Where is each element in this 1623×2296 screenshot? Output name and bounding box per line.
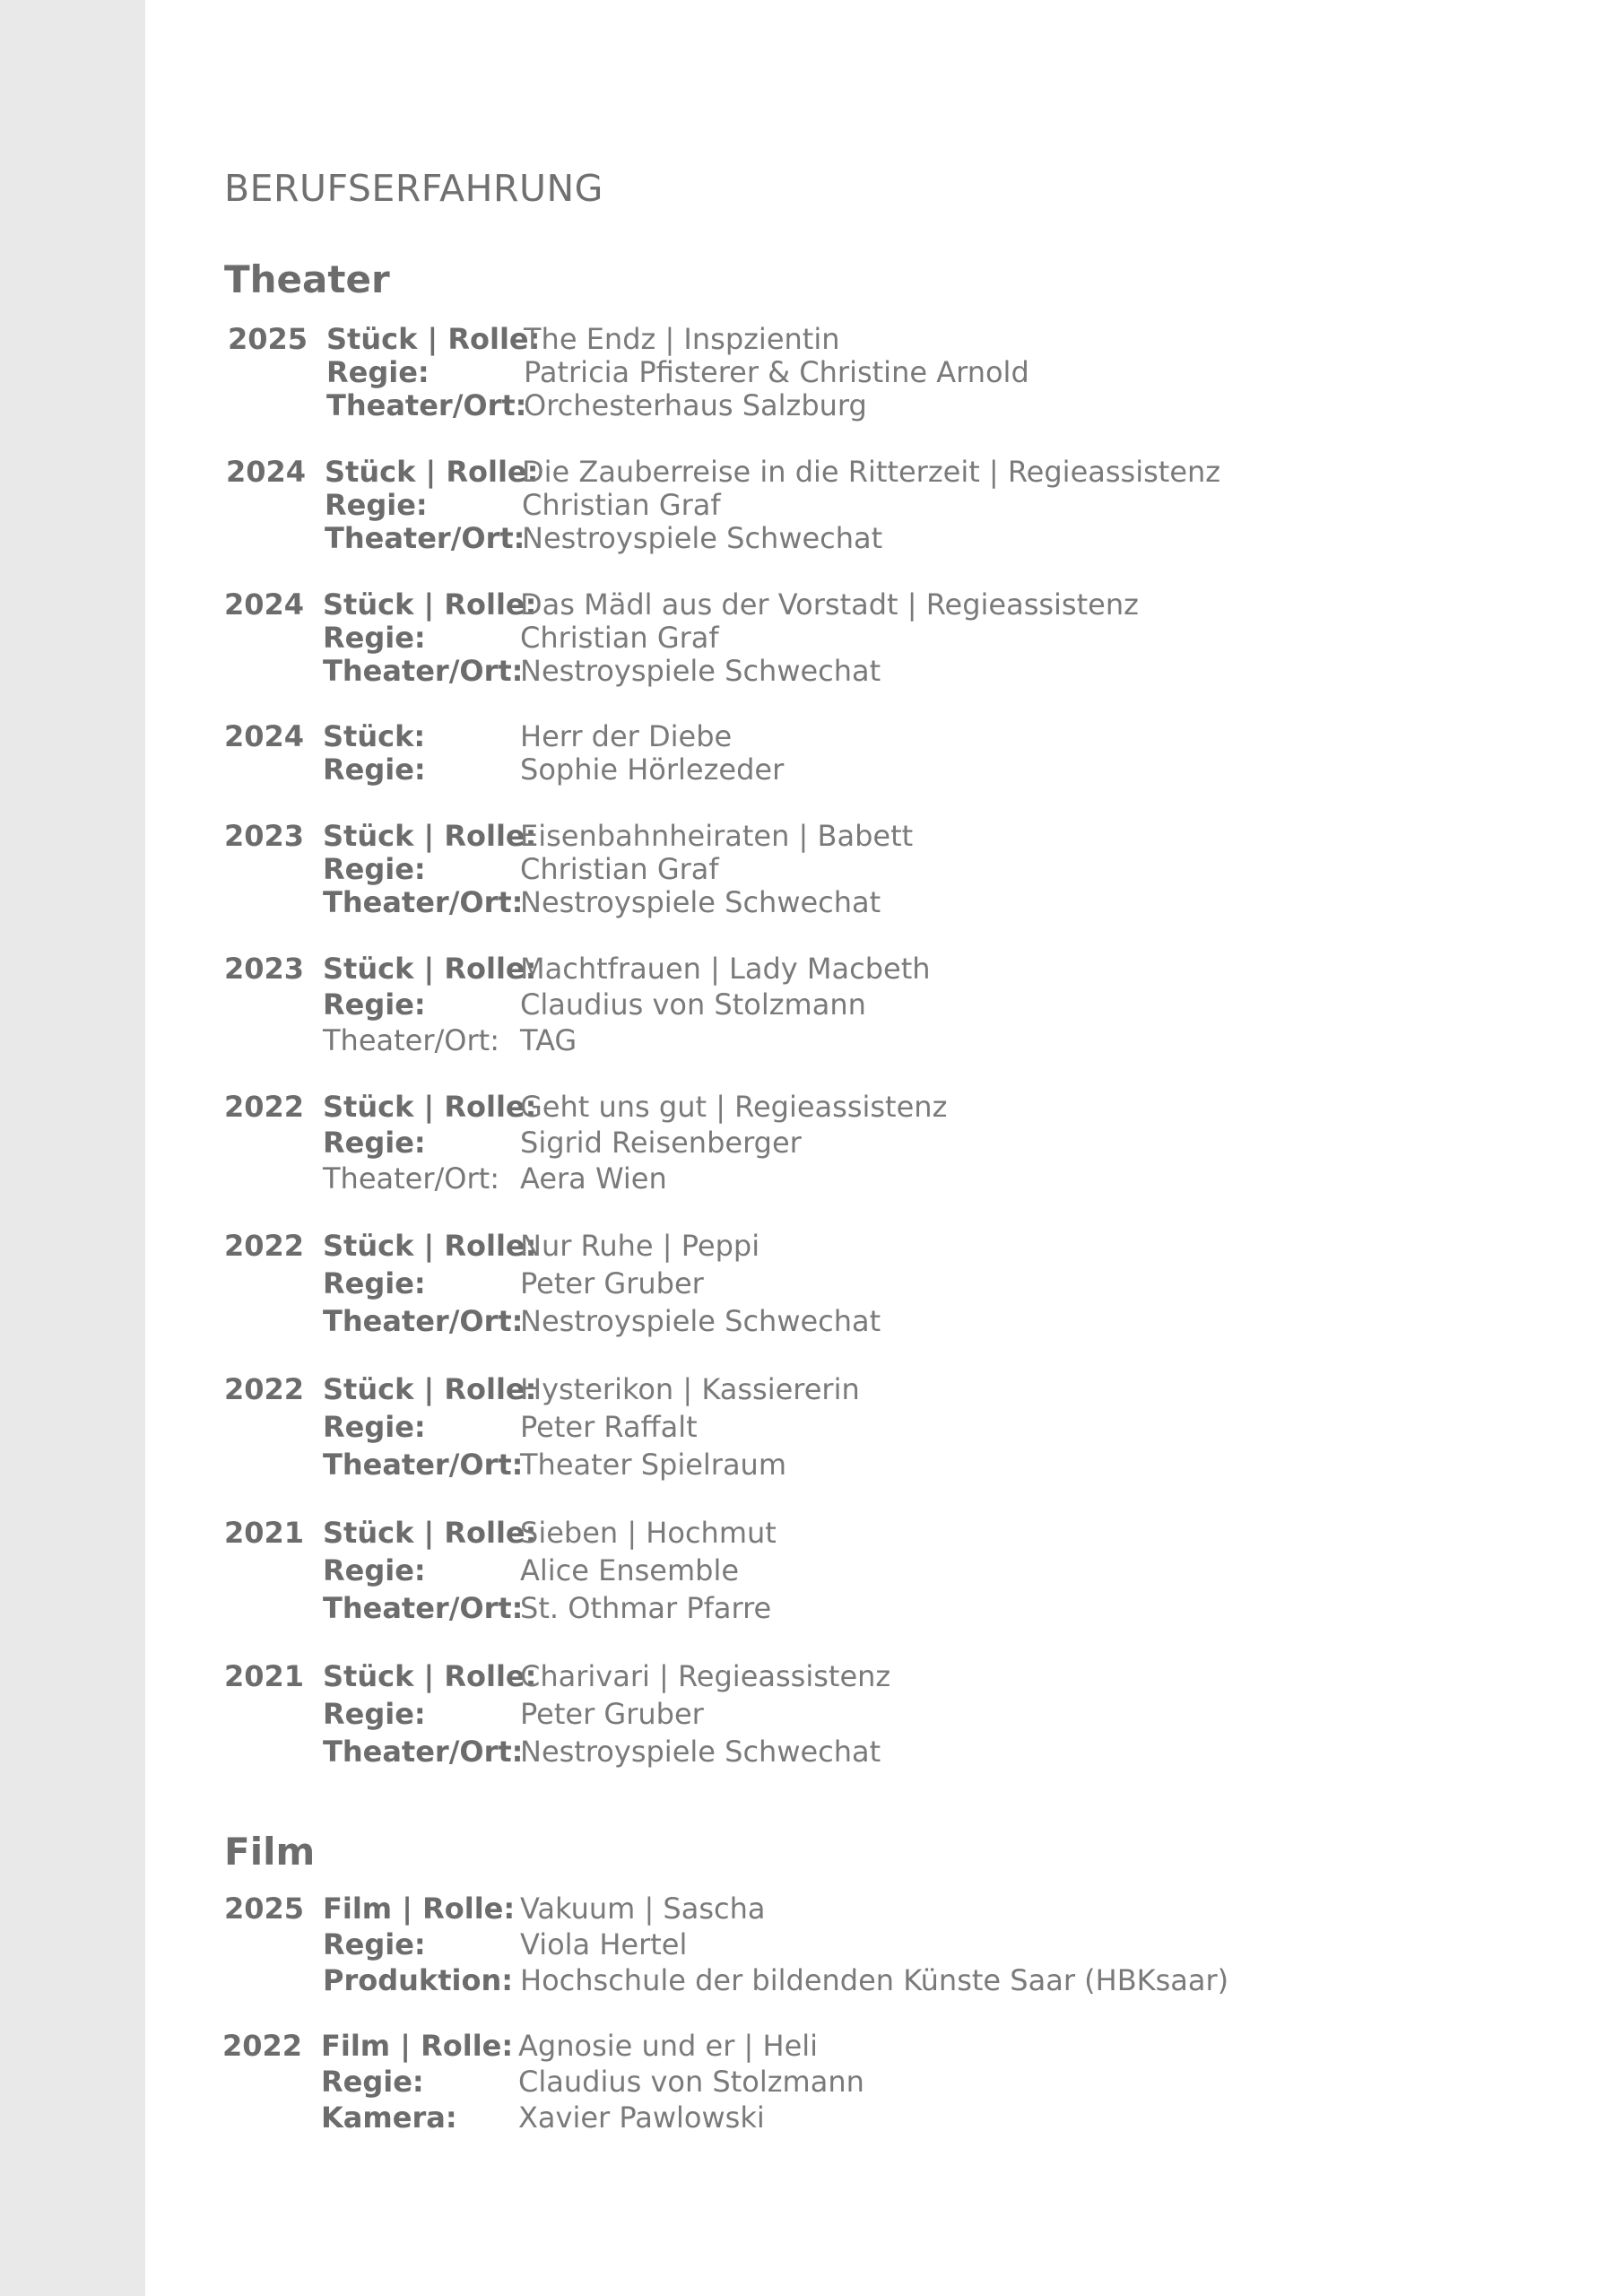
entry-label: Regie: <box>323 621 426 655</box>
theater-entry <box>224 952 1480 1060</box>
theater-heading: Theater <box>224 257 390 301</box>
entry-value: Herr der Diebe <box>520 719 733 753</box>
entry-label: Regie: <box>323 1927 426 1961</box>
entry-year: 2025 <box>228 322 308 356</box>
entry-row <box>224 1928 1480 1964</box>
entry-label: Theater/Ort: <box>323 1448 524 1482</box>
entry-row <box>224 1230 1480 1267</box>
theater-entry <box>226 456 1481 555</box>
theater-entry <box>224 588 1480 688</box>
film-entry <box>222 2030 1478 2137</box>
entry-row <box>224 1024 1480 1060</box>
entry-label: Regie: <box>325 488 428 522</box>
entry-year: 2024 <box>224 719 305 753</box>
entry-row <box>224 622 1480 655</box>
entry-row <box>224 1892 1480 1928</box>
entry-label: Stück | Rolle: <box>323 1229 537 1263</box>
entry-row <box>224 1126 1480 1162</box>
entry-year: 2021 <box>224 1659 305 1693</box>
entry-value: Aera Wien <box>520 1161 667 1196</box>
entry-value: Nur Ruhe | Peppi <box>520 1229 760 1263</box>
entry-value: Alice Ensemble <box>520 1553 740 1587</box>
entry-label: Regie: <box>323 1266 426 1300</box>
entry-row <box>224 1735 1480 1773</box>
entry-row <box>224 720 1480 753</box>
entry-row <box>224 1592 1480 1630</box>
entry-label: Stück | Rolle: <box>323 819 537 853</box>
entry-row <box>224 1162 1480 1198</box>
entry-value: Viola Hertel <box>520 1927 688 1961</box>
entry-label: Regie: <box>323 1553 426 1587</box>
entry-value: Charivari | Regieassistenz <box>520 1659 891 1693</box>
entry-label: Film | Rolle: <box>321 2029 514 2063</box>
entry-label: Produktion: <box>323 1963 514 1997</box>
entry-label: Regie: <box>323 752 426 787</box>
entry-row <box>224 886 1480 919</box>
entry-value: Christian Graf <box>522 488 721 522</box>
entry-row <box>224 1554 1480 1592</box>
entry-row <box>226 489 1481 522</box>
entry-label: Kamera: <box>321 2100 457 2135</box>
entry-label: Regie: <box>323 987 426 1022</box>
entry-value: Machtfrauen | Lady Macbeth <box>520 952 931 986</box>
entry-row <box>224 952 1480 988</box>
entry-value: Hochschule der bildenden Künste Saar (HBKsaar) <box>520 1963 1229 1997</box>
section-title: BERUFSERFAHRUNG <box>224 167 603 210</box>
entry-year: 2021 <box>224 1516 305 1550</box>
entry-value: Theater Spielraum <box>520 1448 786 1482</box>
entry-value: Nestroyspiele Schwechat <box>520 885 881 919</box>
entry-row <box>224 1660 1480 1698</box>
entry-label: Stück | Rolle: <box>326 322 541 356</box>
entry-row <box>224 820 1480 853</box>
entry-row <box>222 2101 1478 2137</box>
entry-value: Geht uns gut | Regieassistenz <box>520 1090 948 1124</box>
entry-label: Stück: <box>323 719 426 753</box>
entry-row <box>224 1305 1480 1343</box>
entry-row <box>228 389 1483 422</box>
entry-value: Patricia Pfisterer & Christine Arnold <box>524 355 1029 389</box>
entry-row <box>224 588 1480 622</box>
entry-label: Theater/Ort: <box>325 521 525 555</box>
entry-row <box>224 988 1480 1024</box>
entry-label: Film | Rolle: <box>323 1892 516 1926</box>
entry-value: Die Zauberreise in die Ritterzeit | Regieassistenz <box>522 455 1221 489</box>
entry-label: Regie: <box>323 1126 426 1160</box>
entry-row <box>228 356 1483 389</box>
entry-value: Vakuum | Sascha <box>520 1892 766 1926</box>
entry-row <box>224 655 1480 688</box>
entry-value: Peter Raffalt <box>520 1410 698 1444</box>
entry-year: 2024 <box>224 587 305 622</box>
entry-label: Stück | Rolle: <box>323 1516 537 1550</box>
entry-row <box>224 1517 1480 1554</box>
entry-label: Theater/Ort: <box>323 1304 524 1338</box>
entry-row <box>226 456 1481 489</box>
entry-row <box>226 522 1481 555</box>
entry-row <box>224 853 1480 886</box>
entry-label: Regie: <box>323 1697 426 1731</box>
theater-entry <box>224 1230 1480 1343</box>
entry-value: Nestroyspiele Schwechat <box>520 1735 881 1769</box>
entry-value: Xavier Pawlowski <box>518 2100 765 2135</box>
entry-row <box>224 1267 1480 1305</box>
left-margin-band <box>0 0 145 2296</box>
entry-value: Claudius von Stolzmann <box>520 987 866 1022</box>
entry-value: Hysterikon | Kassiererin <box>520 1372 860 1406</box>
entry-row <box>224 1411 1480 1448</box>
entry-year: 2022 <box>224 1090 305 1124</box>
entry-row <box>224 1964 1480 2000</box>
film-heading: Film <box>224 1830 316 1874</box>
entry-year: 2024 <box>226 455 307 489</box>
entry-row <box>224 1698 1480 1735</box>
entry-value: Sophie Hörlezeder <box>520 752 785 787</box>
entry-label: Theater/Ort: <box>323 654 524 688</box>
entry-value: Nestroyspiele Schwechat <box>520 1304 881 1338</box>
entry-row <box>224 1373 1480 1411</box>
entry-label: Regie: <box>323 852 426 886</box>
entry-label: Regie: <box>321 2065 424 2099</box>
theater-entry <box>224 1517 1480 1630</box>
entry-label: Theater/Ort: <box>323 1161 499 1196</box>
entry-value: Sigrid Reisenberger <box>520 1126 802 1160</box>
entry-row <box>224 753 1480 787</box>
theater-entry <box>228 323 1483 422</box>
entry-year: 2022 <box>224 1372 305 1406</box>
entry-value: Christian Graf <box>520 852 719 886</box>
entry-label: Regie: <box>323 1410 426 1444</box>
entry-row <box>222 2030 1478 2066</box>
entry-value: Nestroyspiele Schwechat <box>522 521 883 555</box>
film-entry <box>224 1892 1480 2000</box>
entry-label: Theater/Ort: <box>323 1591 524 1625</box>
theater-entry <box>224 820 1480 919</box>
entry-value: Eisenbahnheiraten | Babett <box>520 819 914 853</box>
entry-label: Theater/Ort: <box>323 1023 499 1057</box>
entry-label: Stück | Rolle: <box>325 455 539 489</box>
entry-value: Agnosie und er | Heli <box>518 2029 819 2063</box>
entry-label: Regie: <box>326 355 430 389</box>
entry-year: 2023 <box>224 819 305 853</box>
theater-entry <box>224 1373 1480 1486</box>
entry-label: Stück | Rolle: <box>323 952 537 986</box>
entry-value: Das Mädl aus der Vorstadt | Regieassistenz <box>520 587 1139 622</box>
entry-value: Sieben | Hochmut <box>520 1516 777 1550</box>
entry-label: Stück | Rolle: <box>323 587 537 622</box>
entry-value: Peter Gruber <box>520 1697 704 1731</box>
entry-value: Claudius von Stolzmann <box>518 2065 864 2099</box>
entry-year: 2025 <box>224 1892 305 1926</box>
entry-year: 2023 <box>224 952 305 986</box>
entry-label: Theater/Ort: <box>326 388 527 422</box>
entry-year: 2022 <box>224 1229 305 1263</box>
entry-year: 2022 <box>222 2029 303 2063</box>
entry-label: Stück | Rolle: <box>323 1659 537 1693</box>
entry-row <box>222 2066 1478 2101</box>
entry-label: Stück | Rolle: <box>323 1090 537 1124</box>
entry-row <box>224 1448 1480 1486</box>
entry-label: Stück | Rolle: <box>323 1372 537 1406</box>
entry-value: Nestroyspiele Schwechat <box>520 654 881 688</box>
theater-entry <box>224 720 1480 787</box>
entry-row <box>224 1091 1480 1126</box>
theater-entry <box>224 1091 1480 1198</box>
entry-value: Christian Graf <box>520 621 719 655</box>
entry-label: Theater/Ort: <box>323 1735 524 1769</box>
entry-value: Peter Gruber <box>520 1266 704 1300</box>
entry-label: Theater/Ort: <box>323 885 524 919</box>
entry-value: TAG <box>520 1023 577 1057</box>
entry-value: The Endz | Inspzientin <box>524 322 840 356</box>
theater-entry <box>224 1660 1480 1773</box>
entry-row <box>228 323 1483 356</box>
entry-value: St. Othmar Pfarre <box>520 1591 772 1625</box>
entry-value: Orchesterhaus Salzburg <box>524 388 867 422</box>
